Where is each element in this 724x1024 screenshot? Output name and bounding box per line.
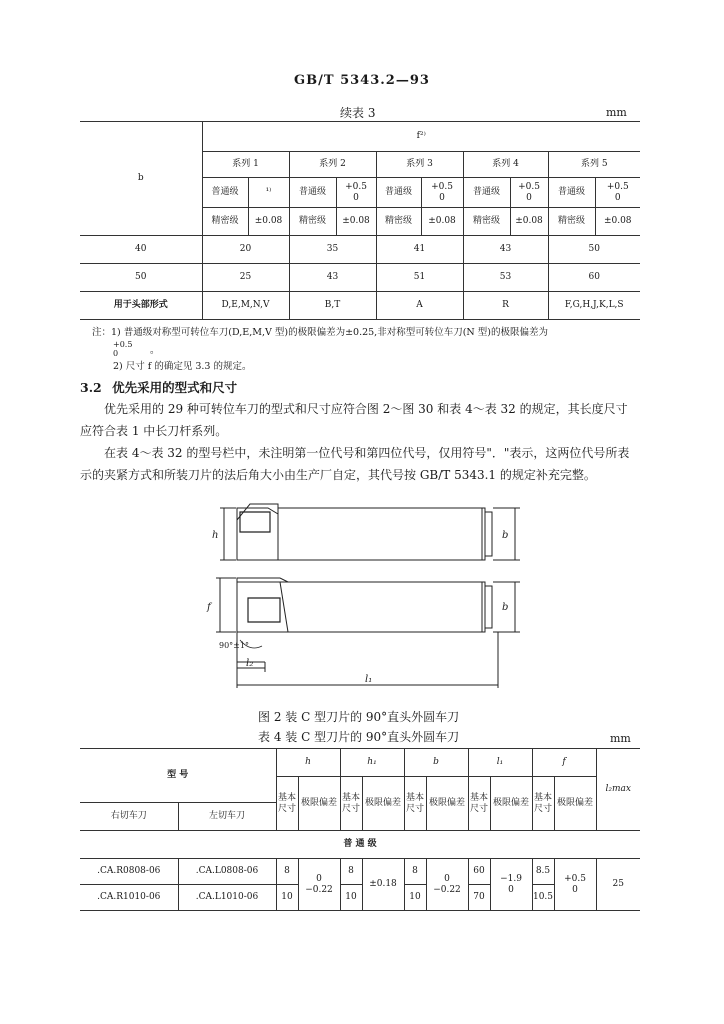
grade-precise: 精密级 — [376, 208, 421, 236]
tol-precise: ±0.08 — [248, 208, 289, 236]
note-1 — [92, 326, 652, 340]
row-b: 50 — [80, 264, 202, 292]
basic-size: 基本尺寸 — [276, 777, 298, 831]
note-2: 2) 尺寸 f 的确定见 3.3 的规定。 — [113, 361, 252, 372]
note-1-fraction: +0.5 0 — [113, 340, 133, 358]
h1-val: 8 — [340, 859, 362, 885]
right-model: .CA.R0808-06 — [80, 859, 178, 885]
grade-normal: 普通级 — [289, 178, 336, 208]
group-normal: 普 通 级 — [80, 831, 640, 859]
right-model: .CA.R1010-06 — [80, 885, 178, 911]
note-1-end: 。 — [150, 345, 160, 356]
l1-val: 70 — [468, 885, 490, 911]
table3-col-f: f²⁾ — [202, 122, 640, 152]
grade-normal: 普通级 — [202, 178, 248, 208]
section-heading — [80, 378, 237, 396]
tol-normal-3: +0.5 0 — [421, 178, 463, 208]
tol-precise: ±0.08 — [595, 208, 640, 236]
figure-2-drawing — [180, 490, 540, 690]
table4-unit: mm — [610, 732, 631, 745]
cell: B,T — [289, 292, 376, 320]
series-2: 系列 2 — [289, 152, 376, 178]
series-4: 系列 4 — [463, 152, 548, 178]
cell: 41 — [376, 236, 463, 264]
dim-l2max: l₂max — [596, 749, 640, 831]
left-model: .CA.L0808-06 — [178, 859, 276, 885]
grade-normal: 普通级 — [548, 178, 595, 208]
tol-normal-5: +0.5 0 — [595, 178, 640, 208]
table3-caption: 续表 3 — [340, 106, 376, 120]
grade-normal: 普通级 — [376, 178, 421, 208]
paragraph-1-line-2: 应符合表 1 中长刀杆系列。 — [80, 424, 228, 438]
paragraph-2-line-1: 在表 4～表 32 的型号栏中，未注明第一位代号和第四位代号，仅用符号"．"表示，这两位代号所表 — [104, 446, 630, 460]
label-h: h — [212, 530, 219, 541]
tol-precise: ±0.08 — [421, 208, 463, 236]
note-1-text: 注：1) 普通级对称型可转位车刀(D,E,M,V 型)的极限偏差为±0.25,非对称型可转位车刀(N 型)的极限偏差为 — [92, 327, 548, 338]
table3-unit: mm — [606, 106, 627, 119]
series-1: 系列 1 — [202, 152, 289, 178]
basic-size: 基本尺寸 — [468, 777, 490, 831]
cell: R — [463, 292, 548, 320]
limit-dev: 极限偏差 — [298, 777, 340, 831]
series-5: 系列 5 — [548, 152, 640, 178]
limit-dev: 极限偏差 — [362, 777, 404, 831]
figure-2-caption: 图 2 装 C 型刀片的 90°直头外圆车刀 — [258, 710, 460, 724]
side-view — [216, 578, 520, 688]
paragraph-2 — [80, 442, 650, 486]
grade-precise: 精密级 — [202, 208, 248, 236]
table3 — [80, 121, 640, 320]
table3-col-b: b — [80, 122, 202, 236]
paragraph-1-line-1: 优先采用的 29 种可转位车刀的型式和尺寸应符合图 2～图 30 和表 4～表 32 的规定，其长度尺寸 — [104, 402, 628, 416]
limit-dev: 极限偏差 — [426, 777, 468, 831]
right-cut-header: 右切车刀 — [80, 803, 178, 831]
top-view — [220, 504, 520, 560]
cell: 50 — [548, 236, 640, 264]
dim-f: f — [532, 749, 596, 777]
dim-h1: h₁ — [340, 749, 404, 777]
cell: 51 — [376, 264, 463, 292]
cell: F,G,H,J,K,L,S — [548, 292, 640, 320]
limit-dev: 极限偏差 — [554, 777, 596, 831]
table4-caption: 表 4 装 C 型刀片的 90°直头外圆车刀 — [258, 730, 460, 744]
tol-normal-2: +0.5 0 — [336, 178, 376, 208]
b-val: 8 — [404, 859, 426, 885]
row-head-form: 用于头部形式 — [80, 292, 202, 320]
h1-tol: ±0.18 — [362, 859, 404, 911]
cell: 35 — [289, 236, 376, 264]
b-val: 10 — [404, 885, 426, 911]
h-tol: 0 −0.22 — [298, 859, 340, 911]
grade-precise: 精密级 — [289, 208, 336, 236]
cell: 43 — [289, 264, 376, 292]
cell: 60 — [548, 264, 640, 292]
label-b-top: b — [502, 530, 509, 541]
left-model: .CA.L1010-06 — [178, 885, 276, 911]
h-val: 8 — [276, 859, 298, 885]
grade-precise: 精密级 — [548, 208, 595, 236]
cell: 25 — [202, 264, 289, 292]
basic-size: 基本尺寸 — [340, 777, 362, 831]
cell: D,E,M,N,V — [202, 292, 289, 320]
paragraph-1 — [80, 398, 650, 442]
limit-dev: 极限偏差 — [490, 777, 532, 831]
dim-h: h — [276, 749, 340, 777]
f-val: 8.5 — [532, 859, 554, 885]
grade-precise: 精密级 — [463, 208, 510, 236]
l1-tol: −1.9 0 — [490, 859, 532, 911]
cell: 20 — [202, 236, 289, 264]
l1-val: 60 — [468, 859, 490, 885]
h1-val: 10 — [340, 885, 362, 911]
label-l2: l₂ — [246, 658, 254, 669]
cell: 43 — [463, 236, 548, 264]
label-angle: 90°±1° — [219, 641, 249, 650]
model-header: 型 号 — [80, 749, 276, 803]
section-title: 优先采用的型式和尺寸 — [112, 380, 238, 395]
paragraph-2-line-2: 示的夹紧方式和所装刀片的法后角大小由生产厂自定，其代号按 GB/T 5343.1 的规定补充完整。 — [80, 468, 596, 482]
f-tol: +0.5 0 — [554, 859, 596, 911]
tol-normal-4: +0.5 0 — [510, 178, 548, 208]
label-l1: l₁ — [365, 674, 373, 685]
page-header: GB/T 5343.2—93 — [294, 73, 430, 88]
dim-b: b — [404, 749, 468, 777]
tol-precise: ±0.08 — [510, 208, 548, 236]
dim-l1: l₁ — [468, 749, 532, 777]
cell: A — [376, 292, 463, 320]
grade-normal: 普通级 — [463, 178, 510, 208]
label-f: f — [207, 602, 211, 613]
basic-size: 基本尺寸 — [404, 777, 426, 831]
series-3: 系列 3 — [376, 152, 463, 178]
label-b-side: b — [502, 602, 509, 613]
table4 — [80, 748, 640, 911]
basic-size: 基本尺寸 — [532, 777, 554, 831]
h-val: 10 — [276, 885, 298, 911]
cell: 53 — [463, 264, 548, 292]
f-val: 10.5 — [532, 885, 554, 911]
l2max-val: 25 — [596, 859, 640, 911]
tol-normal-1: ¹⁾ — [248, 178, 289, 208]
tol-precise: ±0.08 — [336, 208, 376, 236]
section-number: 3.2 — [80, 380, 102, 395]
row-b: 40 — [80, 236, 202, 264]
left-cut-header: 左切车刀 — [178, 803, 276, 831]
b-tol: 0 −0.22 — [426, 859, 468, 911]
